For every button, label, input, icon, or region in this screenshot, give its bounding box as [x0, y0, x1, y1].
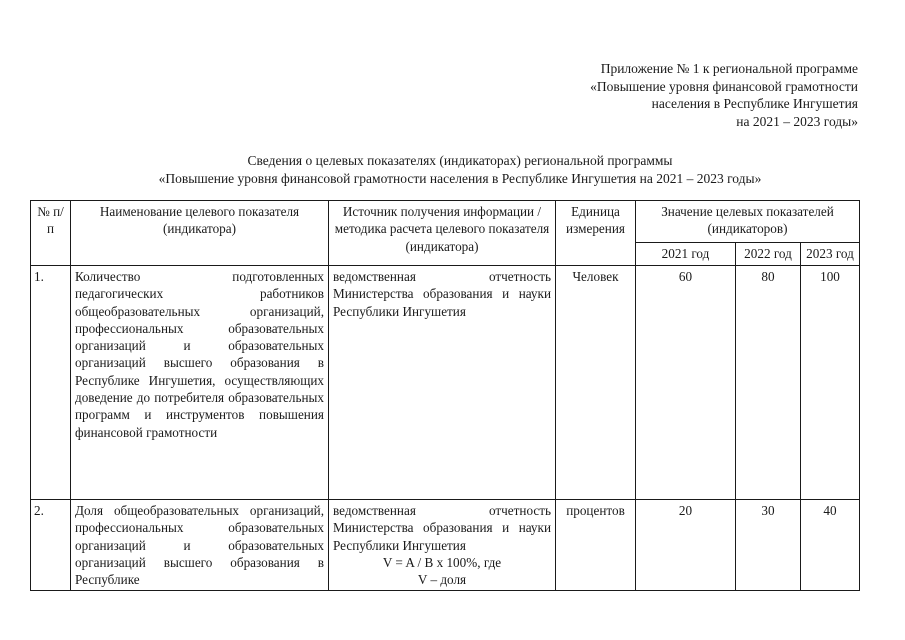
row-value-2021: 60: [636, 266, 736, 500]
table-row: [31, 266, 860, 500]
header-row: [31, 201, 860, 243]
row-value-2022: 30: [736, 500, 801, 591]
row-formula-tail: V – доля: [417, 572, 467, 588]
appendix-line: «Повышение уровня финансовой грамотности: [590, 78, 858, 94]
title-line-2: «Повышение уровня финансовой грамотности населения в Республике Ингушетия на 2021 – 2023 годы»: [158, 171, 762, 186]
row-source: ведомственная отчетность Министерства образования и науки Республики Ингушетия: [333, 503, 551, 553]
table-row: [31, 500, 860, 591]
appendix-line: населения в Республике Ингушетия: [651, 96, 858, 111]
row-value-2022: 80: [736, 266, 801, 500]
row-num: 2.: [31, 500, 71, 591]
row-source: ведомственная отчетность Министерства образования и науки Республики Ингушетия: [329, 266, 556, 500]
appendix-line: на 2021 – 2023 годы»: [736, 113, 858, 129]
header-num: № п/п: [31, 201, 71, 266]
row-unit: Человек: [556, 266, 636, 500]
row-formula: V = A / B x 100%, где: [382, 554, 502, 570]
row-num: 1.: [31, 266, 71, 500]
appendix-header: [590, 60, 858, 130]
header-year-2022: 2022 год: [736, 242, 801, 265]
row-value-2023: 40: [801, 500, 860, 591]
indicators-table: [30, 200, 860, 591]
header-source: Источник получения информации /методика расчета целевого показателя (индикатора): [329, 201, 556, 266]
row-source-cell: [329, 500, 556, 591]
appendix-line: Приложение № 1 к региональной программе: [600, 61, 858, 76]
row-unit: процентов: [556, 500, 636, 591]
row-value-2021: 20: [636, 500, 736, 591]
row-indicator-name: Количество подготовленных педагогических работников общеобразовательных организаций, профессиональных образовательных организаций и образовательных организаций высшего образования в Республике Ингушетия, осуществляющих доведение до потребителя образовательных программ и инструментов повышения финансовой грамотности: [71, 266, 329, 500]
title-line-1: Сведения о целевых показателях (индикаторах) региональной программы: [247, 153, 673, 168]
header-unit: Единица измерения: [556, 201, 636, 266]
row-value-2023: 100: [801, 266, 860, 500]
header-year-2021: 2021 год: [636, 242, 736, 265]
row-indicator-name: Доля общеобразовательных организаций, профессиональных образовательных организаций и образовательных организаций высшего образования в Республике: [71, 500, 329, 591]
header-year-2023: 2023 год: [801, 242, 860, 265]
header-name: Наименование целевого показателя (индикатора): [71, 201, 329, 266]
document-title: [30, 152, 890, 188]
header-values: Значение целевых показателей (индикаторов): [636, 201, 860, 243]
